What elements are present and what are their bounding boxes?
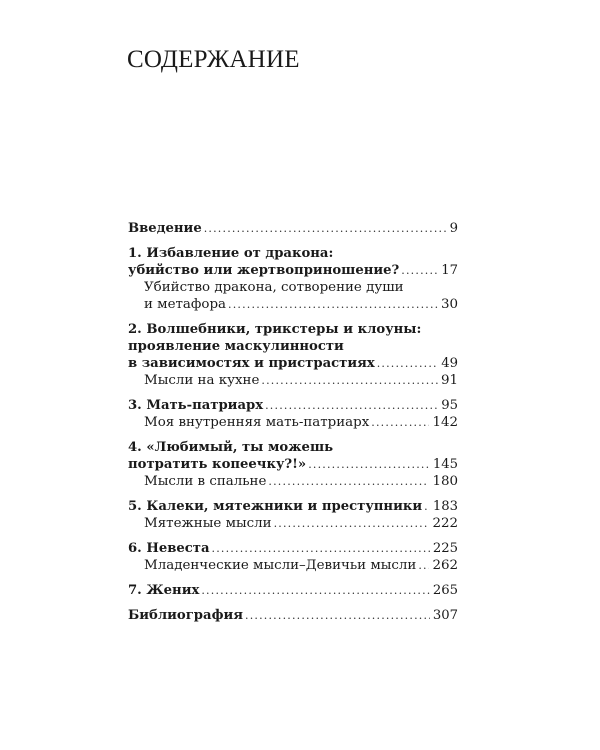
toc-subentry-title-line[interactable]: Убийство дракона, сотворение души [144, 280, 404, 295]
toc-page-number: 307 [432, 608, 458, 623]
toc-entry-title-line[interactable]: 4. «Любимый, ты можешь [128, 440, 334, 455]
toc-subentry-chapter-4[interactable] [128, 473, 458, 490]
dot-leader [418, 557, 429, 574]
page-title: СОДЕРЖАНИЕ [127, 46, 300, 73]
toc-page-number: 9 [449, 221, 458, 236]
toc-page-number: 262 [432, 558, 458, 573]
toc-entry-title: в зависимостях и пристрастиях [128, 356, 375, 371]
toc-group-chapter-2 [128, 321, 458, 389]
toc-group-chapter-1 [128, 245, 458, 313]
toc-page-number: 142 [432, 415, 458, 430]
toc-group-chapter-3 [128, 397, 458, 431]
dot-leader [274, 515, 430, 532]
dot-leader [204, 220, 447, 237]
table-of-contents [128, 220, 458, 632]
toc-entry-intro[interactable] [128, 220, 458, 237]
toc-page-number: 91 [440, 373, 458, 388]
dot-leader [261, 372, 438, 389]
toc-page-number: 222 [432, 516, 458, 531]
toc-subentry-title: Мысли на кухне [144, 373, 260, 388]
toc-entry-bibliography[interactable] [128, 607, 458, 624]
toc-entry-chapter-5[interactable] [128, 498, 458, 515]
toc-group-chapter-5 [128, 498, 458, 532]
toc-entry-chapter-4[interactable] [128, 456, 458, 473]
dot-leader [377, 355, 439, 372]
toc-page-number: 265 [432, 583, 458, 598]
dot-leader [265, 397, 438, 414]
toc-entry-title-line[interactable]: проявление маскулинности [128, 339, 344, 354]
toc-entry-chapter-6[interactable] [128, 540, 458, 557]
toc-page-number: 17 [441, 263, 458, 278]
toc-page-number: 180 [432, 474, 458, 489]
toc-subentry-chapter-2[interactable] [128, 372, 458, 389]
toc-subentry-chapter-6[interactable] [128, 557, 458, 574]
toc-entry-title: 7. Жених [128, 583, 200, 598]
dot-leader [424, 498, 430, 515]
dot-leader [371, 414, 429, 431]
dot-leader [245, 607, 430, 624]
toc-page-number: 183 [432, 499, 458, 514]
toc-entry-title: потратить копеечку?!» [128, 457, 307, 472]
dot-leader [308, 456, 430, 473]
toc-entry-title: Введение [128, 221, 202, 236]
toc-entry-chapter-3[interactable] [128, 397, 458, 414]
toc-page-number: 30 [440, 297, 458, 312]
toc-subentry-chapter-3[interactable] [128, 414, 458, 431]
toc-page-number: 145 [432, 457, 458, 472]
toc-entry-chapter-1[interactable] [128, 262, 458, 279]
toc-entry-chapter-7[interactable] [128, 582, 458, 599]
toc-entry-title: убийство или жертвоприношение? [128, 263, 400, 278]
toc-subentry-title: и метафора [144, 297, 227, 312]
toc-subentry-title: Мысли в спальне [144, 474, 267, 489]
toc-entry-title: 5. Калеки, мятежники и преступники [128, 499, 423, 514]
toc-page-number: 225 [432, 541, 458, 556]
toc-subentry-title: Младенческие мысли–Девичьи мысли [144, 558, 417, 573]
toc-entry-title: 3. Мать-патриарх [128, 398, 264, 413]
toc-group-chapter-6 [128, 540, 458, 574]
toc-group-chapter-4 [128, 439, 458, 490]
toc-entry-title: 6. Невеста [128, 541, 210, 556]
dot-leader [228, 296, 438, 313]
dot-leader [212, 540, 430, 557]
toc-entry-title-line[interactable]: 2. Волшебники, трикстеры и клоуны: [128, 322, 422, 337]
toc-page-number: 95 [441, 398, 458, 413]
toc-entry-title-line[interactable]: 1. Избавление от дракона: [128, 246, 334, 261]
toc-subentry-chapter-1[interactable] [128, 296, 458, 313]
toc-group-intro [128, 220, 458, 237]
dot-leader [268, 473, 429, 490]
dot-leader [201, 582, 429, 599]
toc-group-bibliography [128, 607, 458, 624]
toc-subentry-title: Мятежные мысли [144, 516, 272, 531]
dot-leader [401, 262, 438, 279]
toc-entry-chapter-2[interactable] [128, 355, 458, 372]
toc-page-number: 49 [441, 356, 458, 371]
toc-entry-title: Библиография [128, 608, 243, 623]
toc-subentry-title: Моя внутренняя мать-патриарх [144, 415, 370, 430]
toc-group-chapter-7 [128, 582, 458, 599]
toc-subentry-chapter-5[interactable] [128, 515, 458, 532]
